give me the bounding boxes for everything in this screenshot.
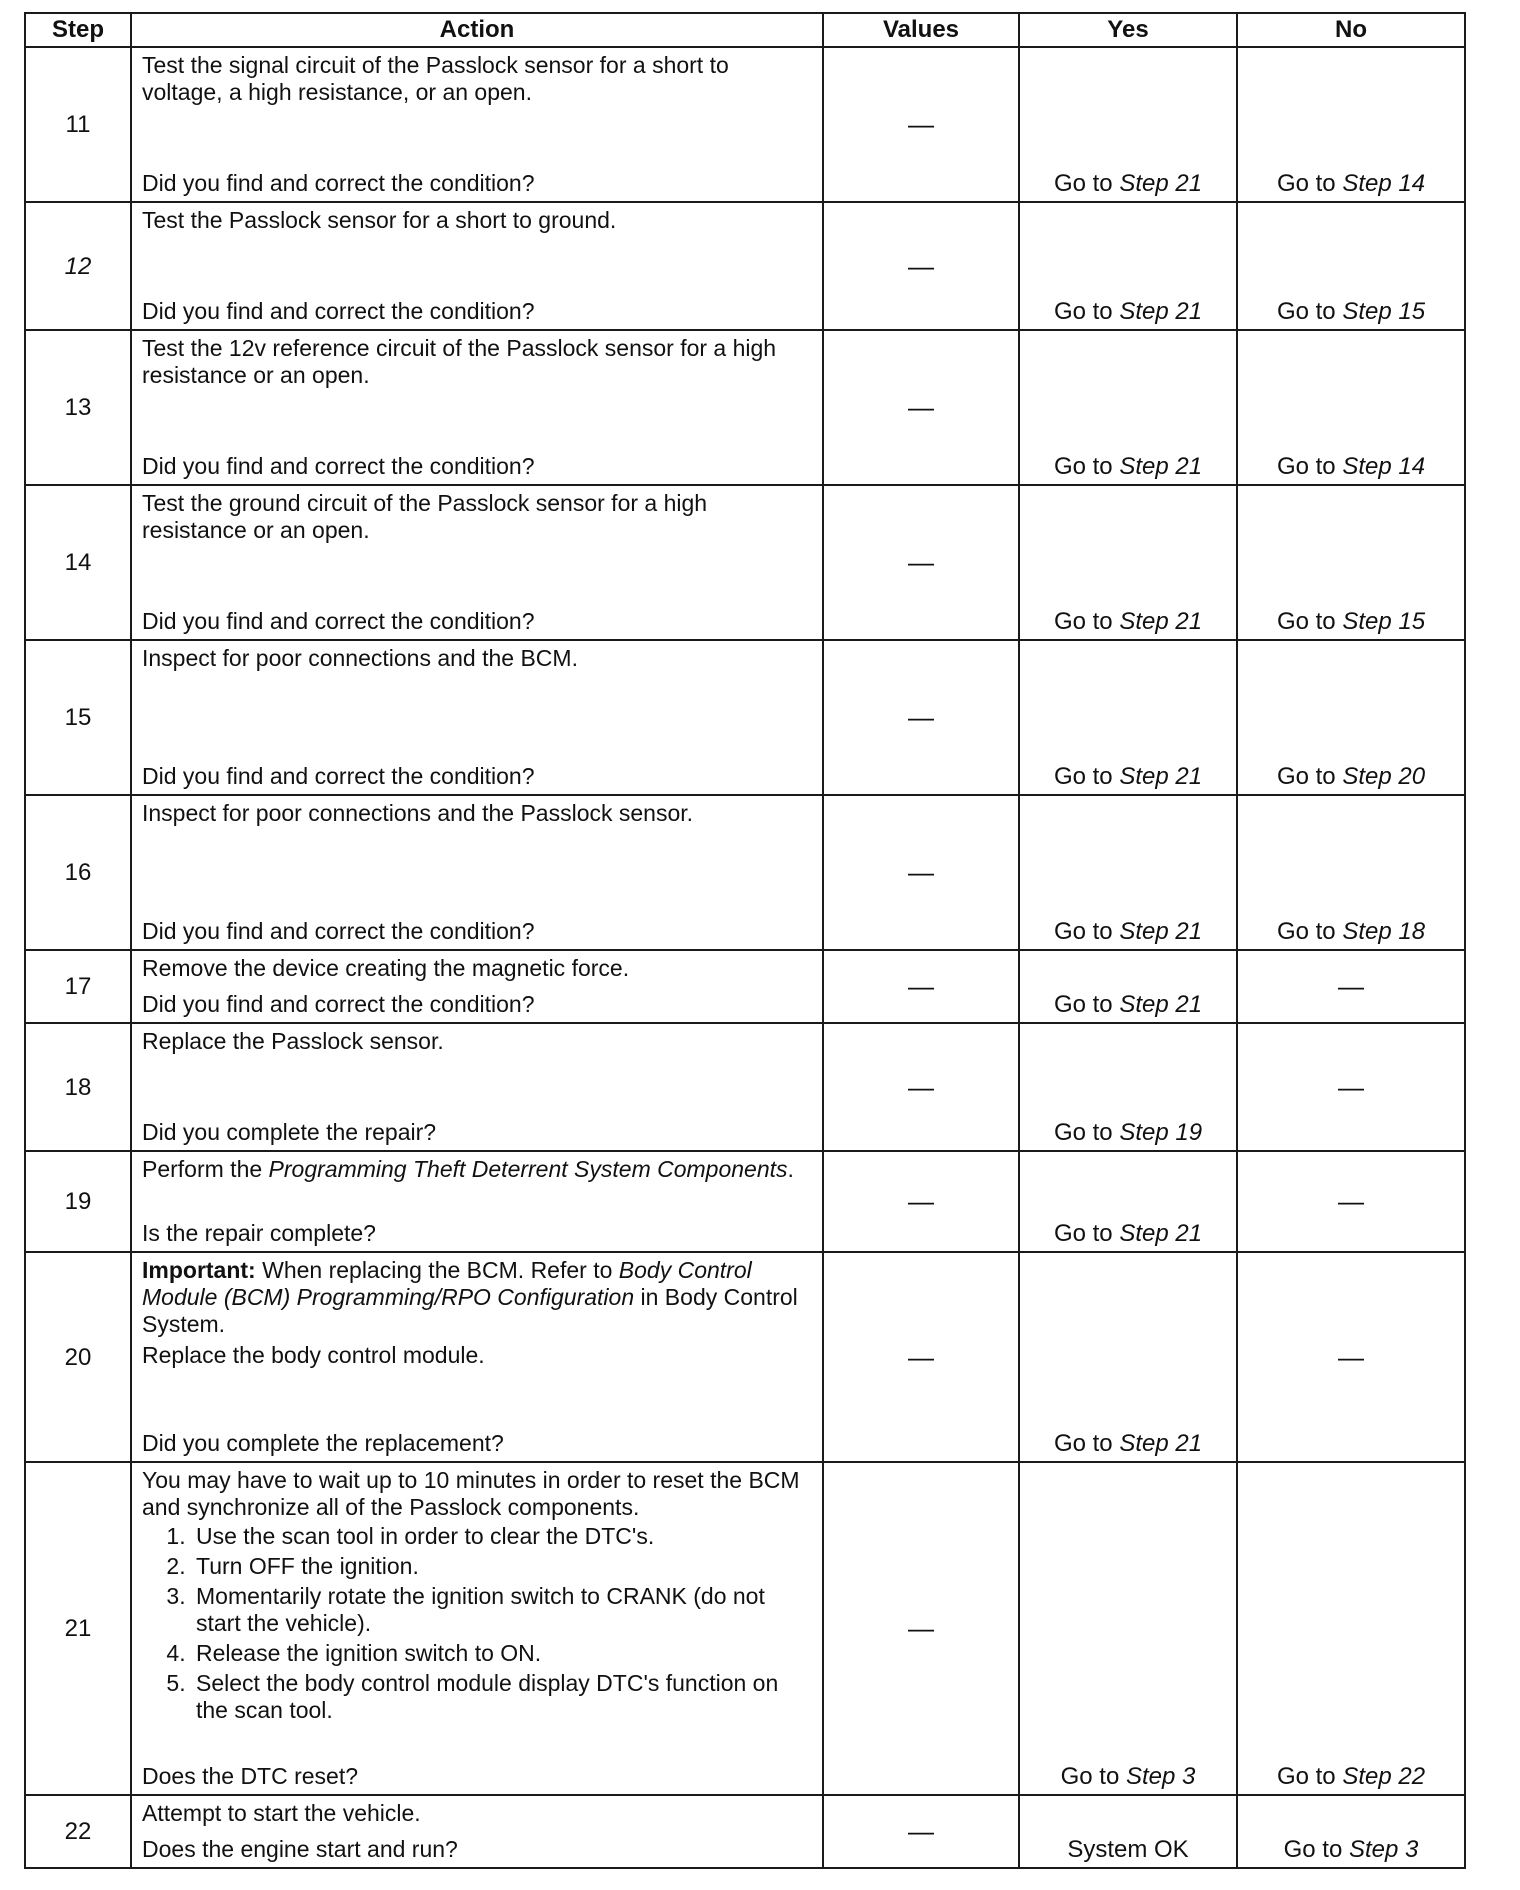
- no-target: 3: [1405, 1836, 1419, 1863]
- action-question: Did you find and correct the condition?: [142, 453, 535, 479]
- step-word: Step: [1342, 918, 1392, 945]
- list-item: 4. Release the ignition switch to ON.: [192, 1640, 810, 1667]
- action-text: Test the ground circuit of the Passlock sensor for a high resistance or an open.: [142, 490, 708, 543]
- action-text: You may have to wait up to 10 minutes in order to reset the BCM and synchronize all of the Passlock components.: [142, 1467, 800, 1520]
- action-text: Replace the Passlock sensor.: [142, 1028, 444, 1054]
- step-word: Step: [1119, 1430, 1169, 1457]
- values-cell: —: [823, 1023, 1019, 1151]
- action-text: Inspect for poor connections and the Passlock sensor.: [142, 800, 694, 826]
- goto-label: Go to: [1053, 453, 1113, 480]
- yes-cell: [1019, 1151, 1237, 1252]
- table-row: [25, 1151, 1465, 1252]
- step-number: 22: [25, 1795, 131, 1868]
- action-text: Perform the Programming Theft Deterrent System Components.: [142, 1156, 794, 1182]
- yes-target: 21: [1175, 170, 1203, 197]
- step-number: 14: [25, 485, 131, 640]
- table-row: [25, 47, 1465, 202]
- header-values: Values: [823, 13, 1019, 47]
- action-question: Did you complete the replacement?: [142, 1430, 504, 1456]
- values-cell: —: [823, 1151, 1019, 1252]
- yes-target: 21: [1175, 1430, 1203, 1457]
- goto-label: Go to: [1053, 1119, 1113, 1146]
- values-cell: —: [823, 795, 1019, 950]
- step-word: Step: [1119, 1220, 1169, 1247]
- action-text: Test the Passlock sensor for a short to ground.: [142, 207, 617, 233]
- yes-target: 21: [1175, 298, 1203, 325]
- action-text: Test the signal circuit of the Passlock sensor for a short to voltage, a high resistance, or an open.: [142, 52, 729, 105]
- no-cell: [1237, 1462, 1465, 1795]
- action-text: Replace the body control module.: [142, 1342, 485, 1368]
- step-number: 15: [25, 640, 131, 795]
- list-item: 5. Select the body control module display DTC's function on the scan tool.: [192, 1670, 810, 1724]
- action-cell: [131, 1023, 823, 1151]
- goto-label: Go to: [1053, 1220, 1113, 1247]
- action-cell: [131, 202, 823, 330]
- action-question: Did you complete the repair?: [142, 1119, 437, 1145]
- step-word: Step: [1119, 170, 1169, 197]
- goto-label: Go to: [1060, 1763, 1120, 1790]
- no-cell: —: [1237, 1151, 1465, 1252]
- action-question: Does the engine start and run?: [142, 1836, 458, 1862]
- list-item: 1. Use the scan tool in order to clear the DTC's.: [192, 1523, 810, 1550]
- action-cell: [131, 47, 823, 202]
- action-text: Attempt to start the vehicle.: [142, 1800, 421, 1826]
- table-row: [25, 202, 1465, 330]
- action-cell: [131, 950, 823, 1023]
- action-cell: [131, 1151, 823, 1252]
- action-text: Test the 12v reference circuit of the Passlock sensor for a high resistance or an open.: [142, 335, 777, 388]
- header-no: No: [1237, 13, 1465, 47]
- goto-label: Go to: [1053, 1430, 1113, 1457]
- header-yes: Yes: [1019, 13, 1237, 47]
- yes-target: 21: [1175, 991, 1203, 1018]
- step-word: Step: [1342, 298, 1392, 325]
- action-cell: [131, 485, 823, 640]
- header-step: Step: [25, 13, 131, 47]
- yes-cell: [1019, 795, 1237, 950]
- goto-label: Go to: [1053, 608, 1113, 635]
- no-cell: [1237, 330, 1465, 485]
- action-question: Does the DTC reset?: [142, 1763, 359, 1789]
- no-cell: —: [1237, 950, 1465, 1023]
- no-target: 18: [1398, 918, 1426, 945]
- goto-label: Go to: [1276, 453, 1336, 480]
- goto-label: Go to: [1276, 1763, 1336, 1790]
- goto-label: Go to: [1276, 608, 1336, 635]
- values-cell: —: [823, 640, 1019, 795]
- no-cell: —: [1237, 1023, 1465, 1151]
- step-word: Step: [1119, 763, 1169, 790]
- action-cell: [131, 330, 823, 485]
- goto-label: Go to: [1276, 918, 1336, 945]
- step-word: Step: [1125, 1763, 1176, 1790]
- step-word: Step: [1119, 1119, 1169, 1146]
- yes-cell: [1019, 47, 1237, 202]
- yes-cell: [1019, 1023, 1237, 1151]
- no-target: 15: [1398, 298, 1426, 325]
- yes-cell: [1019, 640, 1237, 795]
- step-word: Step: [1119, 991, 1169, 1018]
- table-row: [25, 485, 1465, 640]
- action-question: Did you find and correct the condition?: [142, 608, 535, 634]
- step-word: Step: [1119, 298, 1169, 325]
- step-number: 11: [25, 47, 131, 202]
- step-number: 19: [25, 1151, 131, 1252]
- step-number: 20: [25, 1252, 131, 1462]
- values-cell: —: [823, 1795, 1019, 1868]
- goto-label: Go to: [1053, 170, 1113, 197]
- values-cell: —: [823, 485, 1019, 640]
- yes-target: 21: [1175, 453, 1203, 480]
- list-item: 3. Momentarily rotate the ignition switch to CRANK (do not start the vehicle).: [192, 1583, 810, 1637]
- no-target: 20: [1398, 763, 1426, 790]
- goto-label: Go to: [1053, 298, 1113, 325]
- table-row: [25, 640, 1465, 795]
- no-cell: [1237, 202, 1465, 330]
- no-cell: [1237, 640, 1465, 795]
- list-item: 2. Turn OFF the ignition.: [192, 1553, 810, 1580]
- step-word: Step: [1342, 170, 1392, 197]
- step-number: 16: [25, 795, 131, 950]
- no-target: 14: [1398, 170, 1426, 197]
- no-target: 15: [1398, 608, 1426, 635]
- diagnostic-table: [24, 12, 1466, 1869]
- step-word: Step: [1119, 608, 1169, 635]
- action-question: Did you find and correct the condition?: [142, 763, 535, 789]
- values-cell: —: [823, 1462, 1019, 1795]
- step-word: Step: [1119, 453, 1169, 480]
- table-row: [25, 950, 1465, 1023]
- yes-target: 3: [1182, 1763, 1196, 1790]
- action-question: Did you find and correct the condition?: [142, 170, 535, 196]
- action-cell: [131, 1252, 823, 1462]
- step-word: Step: [1119, 918, 1169, 945]
- action-question: Did you find and correct the condition?: [142, 991, 535, 1017]
- goto-label: Go to: [1053, 763, 1113, 790]
- procedure-list: [142, 1523, 810, 1724]
- yes-target: 21: [1175, 918, 1203, 945]
- header-action: Action: [131, 13, 823, 47]
- table-row: [25, 330, 1465, 485]
- action-question: Did you find and correct the condition?: [142, 918, 535, 944]
- goto-label: Go to: [1276, 763, 1336, 790]
- yes-target: 21: [1175, 763, 1203, 790]
- important-note: Important: When replacing the BCM. Refer to Body Control Module (BCM) Programming/RPO Configuration in Body Control System.: [142, 1257, 798, 1337]
- goto-label: Go to: [1276, 298, 1336, 325]
- action-cell: [131, 1462, 823, 1795]
- doc-reference: Programming Theft Deterrent System Components: [268, 1156, 788, 1182]
- values-cell: —: [823, 1252, 1019, 1462]
- action-text: Remove the device creating the magnetic force.: [142, 955, 630, 981]
- no-cell: [1237, 795, 1465, 950]
- yes-cell: [1019, 1252, 1237, 1462]
- table-row: [25, 1023, 1465, 1151]
- yes-cell: [1019, 485, 1237, 640]
- yes-cell: [1019, 202, 1237, 330]
- diagnostic-table-container: [24, 12, 1464, 1869]
- step-number: 21: [25, 1462, 131, 1795]
- yes-cell: [1019, 950, 1237, 1023]
- goto-label: Go to: [1276, 170, 1336, 197]
- no-cell: [1237, 1795, 1465, 1868]
- step-number: 18: [25, 1023, 131, 1151]
- values-cell: —: [823, 202, 1019, 330]
- values-cell: —: [823, 330, 1019, 485]
- yes-cell: [1019, 1462, 1237, 1795]
- values-cell: —: [823, 950, 1019, 1023]
- table-row: [25, 1252, 1465, 1462]
- yes-target: 21: [1175, 608, 1203, 635]
- step-word: Step: [1348, 1836, 1399, 1863]
- step-word: Step: [1342, 608, 1392, 635]
- step-word: Step: [1342, 1763, 1392, 1790]
- action-question: Is the repair complete?: [142, 1220, 376, 1246]
- action-cell: [131, 795, 823, 950]
- step-number: 13: [25, 330, 131, 485]
- no-cell: [1237, 485, 1465, 640]
- table-row: [25, 1462, 1465, 1795]
- table-row: [25, 1795, 1465, 1868]
- no-target: 22: [1398, 1763, 1426, 1790]
- doc-reference: Body Control Module (BCM) Programming/RPO Configuration: [142, 1257, 752, 1310]
- step-number: 17: [25, 950, 131, 1023]
- yes-cell: [1019, 330, 1237, 485]
- header-row: [25, 13, 1465, 47]
- yes-target: 19: [1175, 1119, 1203, 1146]
- action-cell: [131, 1795, 823, 1868]
- goto-label: Go to: [1053, 918, 1113, 945]
- no-target: 14: [1398, 453, 1426, 480]
- step-number: 12: [25, 202, 131, 330]
- important-label: Important:: [142, 1257, 256, 1283]
- no-cell: [1237, 47, 1465, 202]
- yes-cell: System OK: [1019, 1795, 1237, 1868]
- step-word: Step: [1342, 453, 1392, 480]
- action-text: Inspect for poor connections and the BCM.: [142, 645, 578, 671]
- goto-label: Go to: [1053, 991, 1113, 1018]
- table-row: [25, 795, 1465, 950]
- action-question: Did you find and correct the condition?: [142, 298, 535, 324]
- no-cell: —: [1237, 1252, 1465, 1462]
- values-cell: —: [823, 47, 1019, 202]
- goto-label: Go to: [1283, 1836, 1343, 1863]
- action-cell: [131, 640, 823, 795]
- step-word: Step: [1342, 763, 1392, 790]
- yes-target: 21: [1175, 1220, 1203, 1247]
